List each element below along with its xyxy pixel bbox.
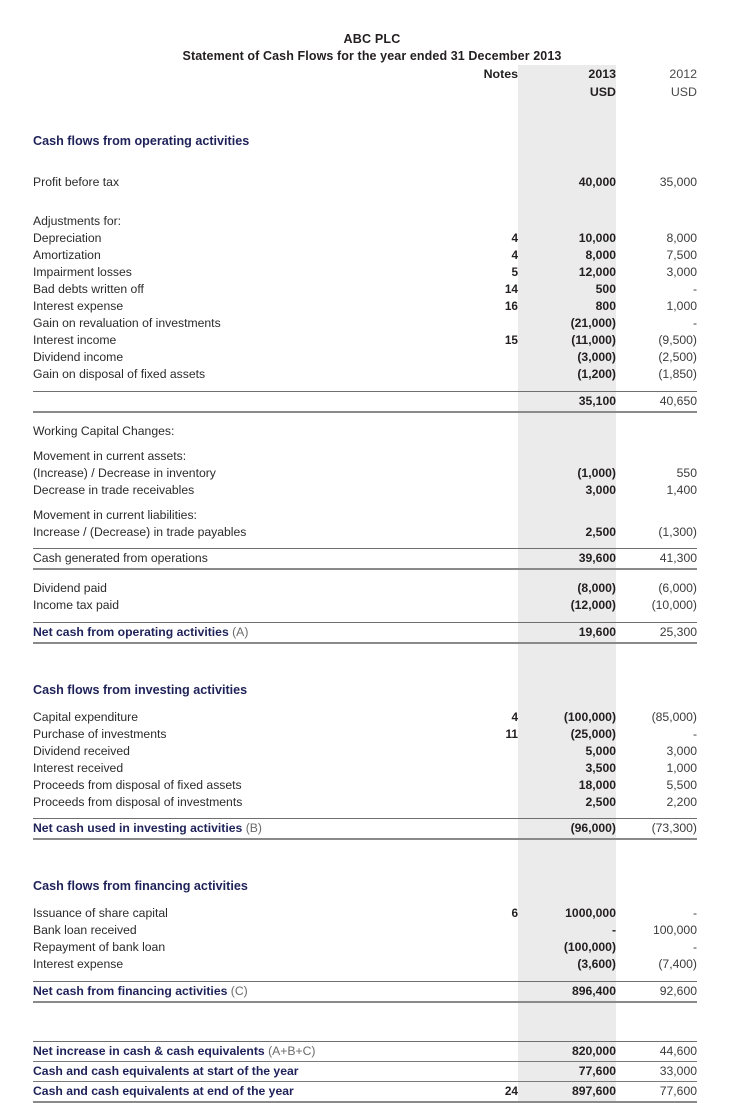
row-note: [429, 315, 518, 332]
row-value-2013: 800: [595, 299, 616, 313]
row-value-2013: (1,000): [577, 465, 616, 480]
row-value-2013: (8,000): [577, 581, 616, 595]
row-note: 24: [429, 1082, 518, 1103]
row-value-2013: (12,000): [570, 598, 616, 612]
row-label: Dividend income: [33, 350, 124, 364]
row-label: Dividend received: [33, 743, 130, 758]
row-note: [429, 956, 518, 973]
row-value-2012: 1,000: [666, 299, 697, 313]
row-value-2013: 5,000: [585, 743, 616, 758]
row-value-2012: (2,500): [658, 350, 697, 364]
row-value-2013: (1,200): [577, 367, 616, 381]
row-value-2013: (96,000): [518, 819, 616, 840]
table-row-bad-debts-written-off: [33, 281, 697, 298]
table-row-depreciation: [33, 230, 697, 247]
row-label: Dividend paid: [33, 581, 107, 595]
row-label: Depreciation: [33, 231, 102, 245]
header-spacer-2: [33, 83, 429, 102]
row-label: Adjustments for:: [33, 214, 122, 228]
table-row-income-tax-paid: [33, 597, 697, 614]
row-value-2013: 77,600: [518, 1062, 616, 1082]
cash-flow-table: [33, 65, 697, 1103]
row-tag: (A+B+C): [268, 1044, 316, 1058]
table-row-cash-generated-from-operations: [33, 549, 697, 570]
table-row-dividend-received: [33, 743, 697, 760]
row-value-2012: 40,650: [616, 391, 697, 412]
table-row-impairment-losses: [33, 264, 697, 281]
row-note: 6: [511, 906, 518, 920]
table-row-decrease-in-trade-receivables: [33, 482, 697, 499]
row-label: Net cash from financing activities: [33, 983, 228, 998]
statement-sheet: [33, 65, 697, 1103]
table-row-current-assets-label: [33, 448, 697, 465]
row-label: Cash and cash equivalents at start of the year: [33, 1062, 429, 1082]
spacer-row: [33, 811, 697, 819]
row-value-2012: (10,000): [651, 598, 697, 612]
table-header-row-2: [33, 83, 697, 102]
header-year-2012: 2012: [669, 67, 697, 81]
row-value-2012: 77,600: [616, 1082, 697, 1103]
row-value-2013: 2,500: [585, 794, 616, 809]
section-heading-operating-row: [33, 131, 697, 152]
row-tag: (A): [232, 624, 249, 639]
row-note: 4: [511, 709, 518, 724]
spacer-row: [33, 412, 697, 423]
row-value-2013: 8,000: [585, 248, 616, 262]
row-value-2012: 44,600: [616, 1042, 697, 1062]
header-currency-2012: USD: [670, 85, 697, 99]
row-label: [33, 391, 429, 412]
row-label: Net cash used in investing activities: [33, 821, 243, 835]
row-note: [429, 1062, 518, 1082]
row-label: Profit before tax: [33, 175, 120, 189]
table-header-row-1: [33, 65, 697, 83]
row-value-2012: -: [692, 316, 697, 330]
row-label: Repayment of bank loan: [33, 940, 166, 954]
row-value-2013: (100,000): [563, 709, 616, 724]
table-row-adjustments-subtotal: [33, 391, 697, 412]
row-label: Movement in current assets:: [33, 448, 187, 463]
row-value-2013: 3,500: [585, 760, 616, 775]
row-label: Interest expense: [33, 957, 124, 971]
row-label: Gain on disposal of fixed assets: [33, 367, 206, 381]
row-value-2012: 3,000: [666, 265, 697, 279]
row-value-2013: (3,000): [577, 350, 616, 364]
row-label: Gain on revaluation of investments: [33, 316, 221, 330]
row-value-2012: 3,000: [666, 743, 697, 758]
row-note: [429, 349, 518, 366]
row-value-2012: 100,000: [652, 923, 697, 937]
table-row-current-liabilities-label: [33, 507, 697, 524]
spacer-row: [33, 191, 697, 213]
table-row-net-increase-in-cash: [33, 1042, 697, 1062]
section-heading-investing: Cash flows from investing activities: [33, 682, 248, 697]
row-tag: (B): [245, 821, 262, 835]
row-label: Net increase in cash & cash equivalents: [33, 1044, 265, 1058]
row-note: [429, 366, 518, 383]
spacer-row: [33, 614, 697, 622]
spacer-row: [33, 897, 697, 905]
section-heading-financing: Cash flows from financing activities: [33, 879, 248, 893]
row-value-2013: 19,600: [518, 622, 616, 643]
section-heading-investing-row: [33, 680, 697, 701]
table-row-capital-expenditure: [33, 709, 697, 726]
row-label: Working Capital Changes:: [33, 423, 175, 438]
table-row-increase-decrease-in-inventory: [33, 465, 697, 482]
row-note: [429, 922, 518, 939]
row-note: 4: [511, 231, 518, 245]
row-value-2013: -: [611, 923, 616, 937]
row-value-2012: (1,850): [658, 367, 697, 381]
row-value-2012: (9,500): [658, 333, 697, 347]
header-year-2013: 2013: [588, 67, 616, 81]
row-note: 5: [511, 265, 518, 279]
row-value-2012: (73,300): [616, 819, 697, 840]
row-note: [429, 1042, 518, 1062]
row-note: [429, 777, 518, 794]
row-label: Movement in current liabilities:: [33, 507, 197, 522]
table-row-proceeds-from-disposal-of-investments: [33, 794, 697, 811]
row-value-2012: -: [692, 726, 697, 741]
row-value-2013: 12,000: [578, 265, 616, 279]
table-row-interest-expense-operating: [33, 298, 697, 315]
row-value-2012: 35,000: [659, 175, 697, 189]
row-label: Capital expenditure: [33, 709, 139, 724]
row-value-2012: 1,400: [666, 482, 697, 497]
row-note: [429, 174, 518, 191]
row-note: [429, 622, 518, 643]
row-label: Interest received: [33, 760, 124, 775]
row-label: Purchase of investments: [33, 726, 167, 741]
row-label: Issuance of share capital: [33, 906, 168, 920]
row-note: [429, 743, 518, 760]
spacer-row: [33, 672, 697, 680]
row-note: 14: [504, 282, 518, 296]
row-value-2013: (100,000): [563, 940, 616, 954]
spacer-row: [33, 102, 697, 131]
row-label: Increase / (Decrease) in trade payables: [33, 524, 247, 539]
table-row-profit-before-tax: [33, 174, 697, 191]
spacer-row: [33, 1002, 697, 1031]
row-label: (Increase) / Decrease in inventory: [33, 465, 216, 480]
row-value-2013: (3,600): [577, 957, 616, 971]
row-value-2012: 25,300: [616, 622, 697, 643]
table-row-purchase-of-investments: [33, 726, 697, 743]
header-currency-2013: USD: [589, 85, 616, 99]
table-row-increase-decrease-in-trade-payables: [33, 524, 697, 541]
row-note: [429, 819, 518, 840]
statement-title: Statement of Cash Flows for the year ended 31 December 2013: [182, 49, 562, 63]
row-label: Bank loan received: [33, 923, 137, 937]
table-row-dividend-income: [33, 349, 697, 366]
row-value-2013: (25,000): [570, 726, 616, 741]
spacer-row: [33, 569, 697, 580]
header-notes-blank: [429, 83, 518, 102]
row-note: [429, 597, 518, 614]
table-row-gain-on-revaluation-of-investments: [33, 315, 697, 332]
row-value-2012: 1,000: [666, 760, 697, 775]
row-value-2013: 897,600: [518, 1082, 616, 1103]
table-row-issuance-of-share-capital: [33, 905, 697, 922]
table-row-cash-at-end-of-year: [33, 1082, 697, 1103]
row-value-2012: 2,200: [666, 794, 697, 809]
row-value-2012: (1,300): [658, 524, 697, 539]
row-label: Amortization: [33, 248, 101, 262]
row-value-2012: 7,500: [666, 248, 697, 262]
row-label: Bad debts written off: [33, 282, 144, 296]
row-value-2012: (85,000): [651, 709, 697, 724]
row-value-2013: 1000,000: [565, 906, 616, 920]
spacer-row: [33, 973, 697, 981]
spacer-row: [33, 701, 697, 709]
document-title-block: [0, 0, 744, 65]
spacer-row: [33, 839, 697, 868]
table-row-repayment-of-bank-loan: [33, 939, 697, 956]
row-value-2013: 500: [595, 282, 616, 296]
row-note: [429, 524, 518, 541]
row-value-2012: 92,600: [616, 981, 697, 1002]
table-row-net-cash-from-operating-activities: [33, 622, 697, 643]
row-value-2013: 40,000: [578, 175, 616, 189]
table-row-net-cash-used-in-investing-activities: [33, 819, 697, 840]
row-label: Cash generated from operations: [33, 549, 429, 570]
spacer-row: [33, 1031, 697, 1042]
row-value-2012: (7,400): [658, 957, 697, 971]
spacer-row: [33, 541, 697, 549]
row-label: Proceeds from disposal of fixed assets: [33, 777, 242, 792]
row-value-2012: 41,300: [616, 549, 697, 570]
table-row-adjustments-label: [33, 213, 697, 230]
section-heading-operating: Cash flows from operating activities: [33, 134, 250, 148]
row-label: Interest income: [33, 333, 117, 347]
row-label: Income tax paid: [33, 598, 120, 612]
section-heading-financing-row: [33, 876, 697, 897]
row-label: Interest expense: [33, 299, 124, 313]
row-label: Impairment losses: [33, 265, 132, 279]
row-value-2013: (21,000): [570, 316, 616, 330]
row-value-2012: (6,000): [658, 581, 697, 595]
spacer-row: [33, 440, 697, 448]
row-value-2013: 35,100: [518, 391, 616, 412]
spacer-row: [33, 152, 697, 174]
spacer-row: [33, 383, 697, 391]
row-value-2013: 820,000: [518, 1042, 616, 1062]
row-value-2013: (11,000): [571, 333, 616, 347]
row-note: 15: [504, 333, 518, 347]
row-note: [429, 465, 518, 482]
header-spacer: [33, 65, 429, 83]
row-value-2012: -: [692, 282, 697, 296]
table-row-dividend-paid: [33, 580, 697, 597]
row-value-2013: 896,400: [518, 981, 616, 1002]
row-note: [429, 760, 518, 777]
row-value-2012: 8,000: [666, 231, 697, 245]
row-value-2012: -: [692, 906, 697, 920]
row-note: 16: [504, 299, 518, 313]
row-value-2013: 2,500: [585, 524, 616, 539]
row-value-2013: 39,600: [518, 549, 616, 570]
row-value-2012: 550: [676, 465, 697, 480]
row-note: [429, 794, 518, 811]
row-label: Net cash from operating activities: [33, 624, 229, 639]
table-row-interest-expense-financing: [33, 956, 697, 973]
row-note: [429, 391, 518, 412]
table-row-cash-at-start-of-year: [33, 1062, 697, 1082]
row-value-2013: 18,000: [578, 777, 616, 792]
table-row-net-cash-from-financing-activities: [33, 981, 697, 1002]
row-note: [429, 939, 518, 956]
row-tag: (C): [230, 983, 248, 998]
row-label: Cash and cash equivalents at end of the year: [33, 1082, 429, 1103]
row-note: 4: [511, 248, 518, 262]
row-value-2013: 10,000: [578, 231, 616, 245]
row-note: [429, 580, 518, 597]
row-value-2013: 3,000: [585, 482, 616, 497]
row-value-2012: 5,500: [666, 777, 697, 792]
row-label: Decrease in trade receivables: [33, 482, 195, 497]
spacer-row: [33, 499, 697, 507]
row-note: [429, 482, 518, 499]
table-row-interest-received: [33, 760, 697, 777]
row-value-2012: -: [692, 940, 697, 954]
table-row-bank-loan-received: [33, 922, 697, 939]
row-note: [429, 981, 518, 1002]
spacer-row: [33, 868, 697, 876]
table-row-proceeds-from-disposal-of-fixed-assets: [33, 777, 697, 794]
table-row-amortization: [33, 247, 697, 264]
spacer-row: [33, 643, 697, 672]
row-note: 11: [505, 726, 518, 741]
row-value-2012: 33,000: [616, 1062, 697, 1082]
row-note: [429, 549, 518, 570]
company-name: ABC PLC: [343, 32, 401, 46]
table-row-gain-on-disposal-of-fixed-assets: [33, 366, 697, 383]
header-notes: Notes: [483, 67, 518, 81]
row-label: Proceeds from disposal of investments: [33, 794, 243, 809]
table-row-working-capital-label: [33, 423, 697, 440]
table-row-interest-income: [33, 332, 697, 349]
